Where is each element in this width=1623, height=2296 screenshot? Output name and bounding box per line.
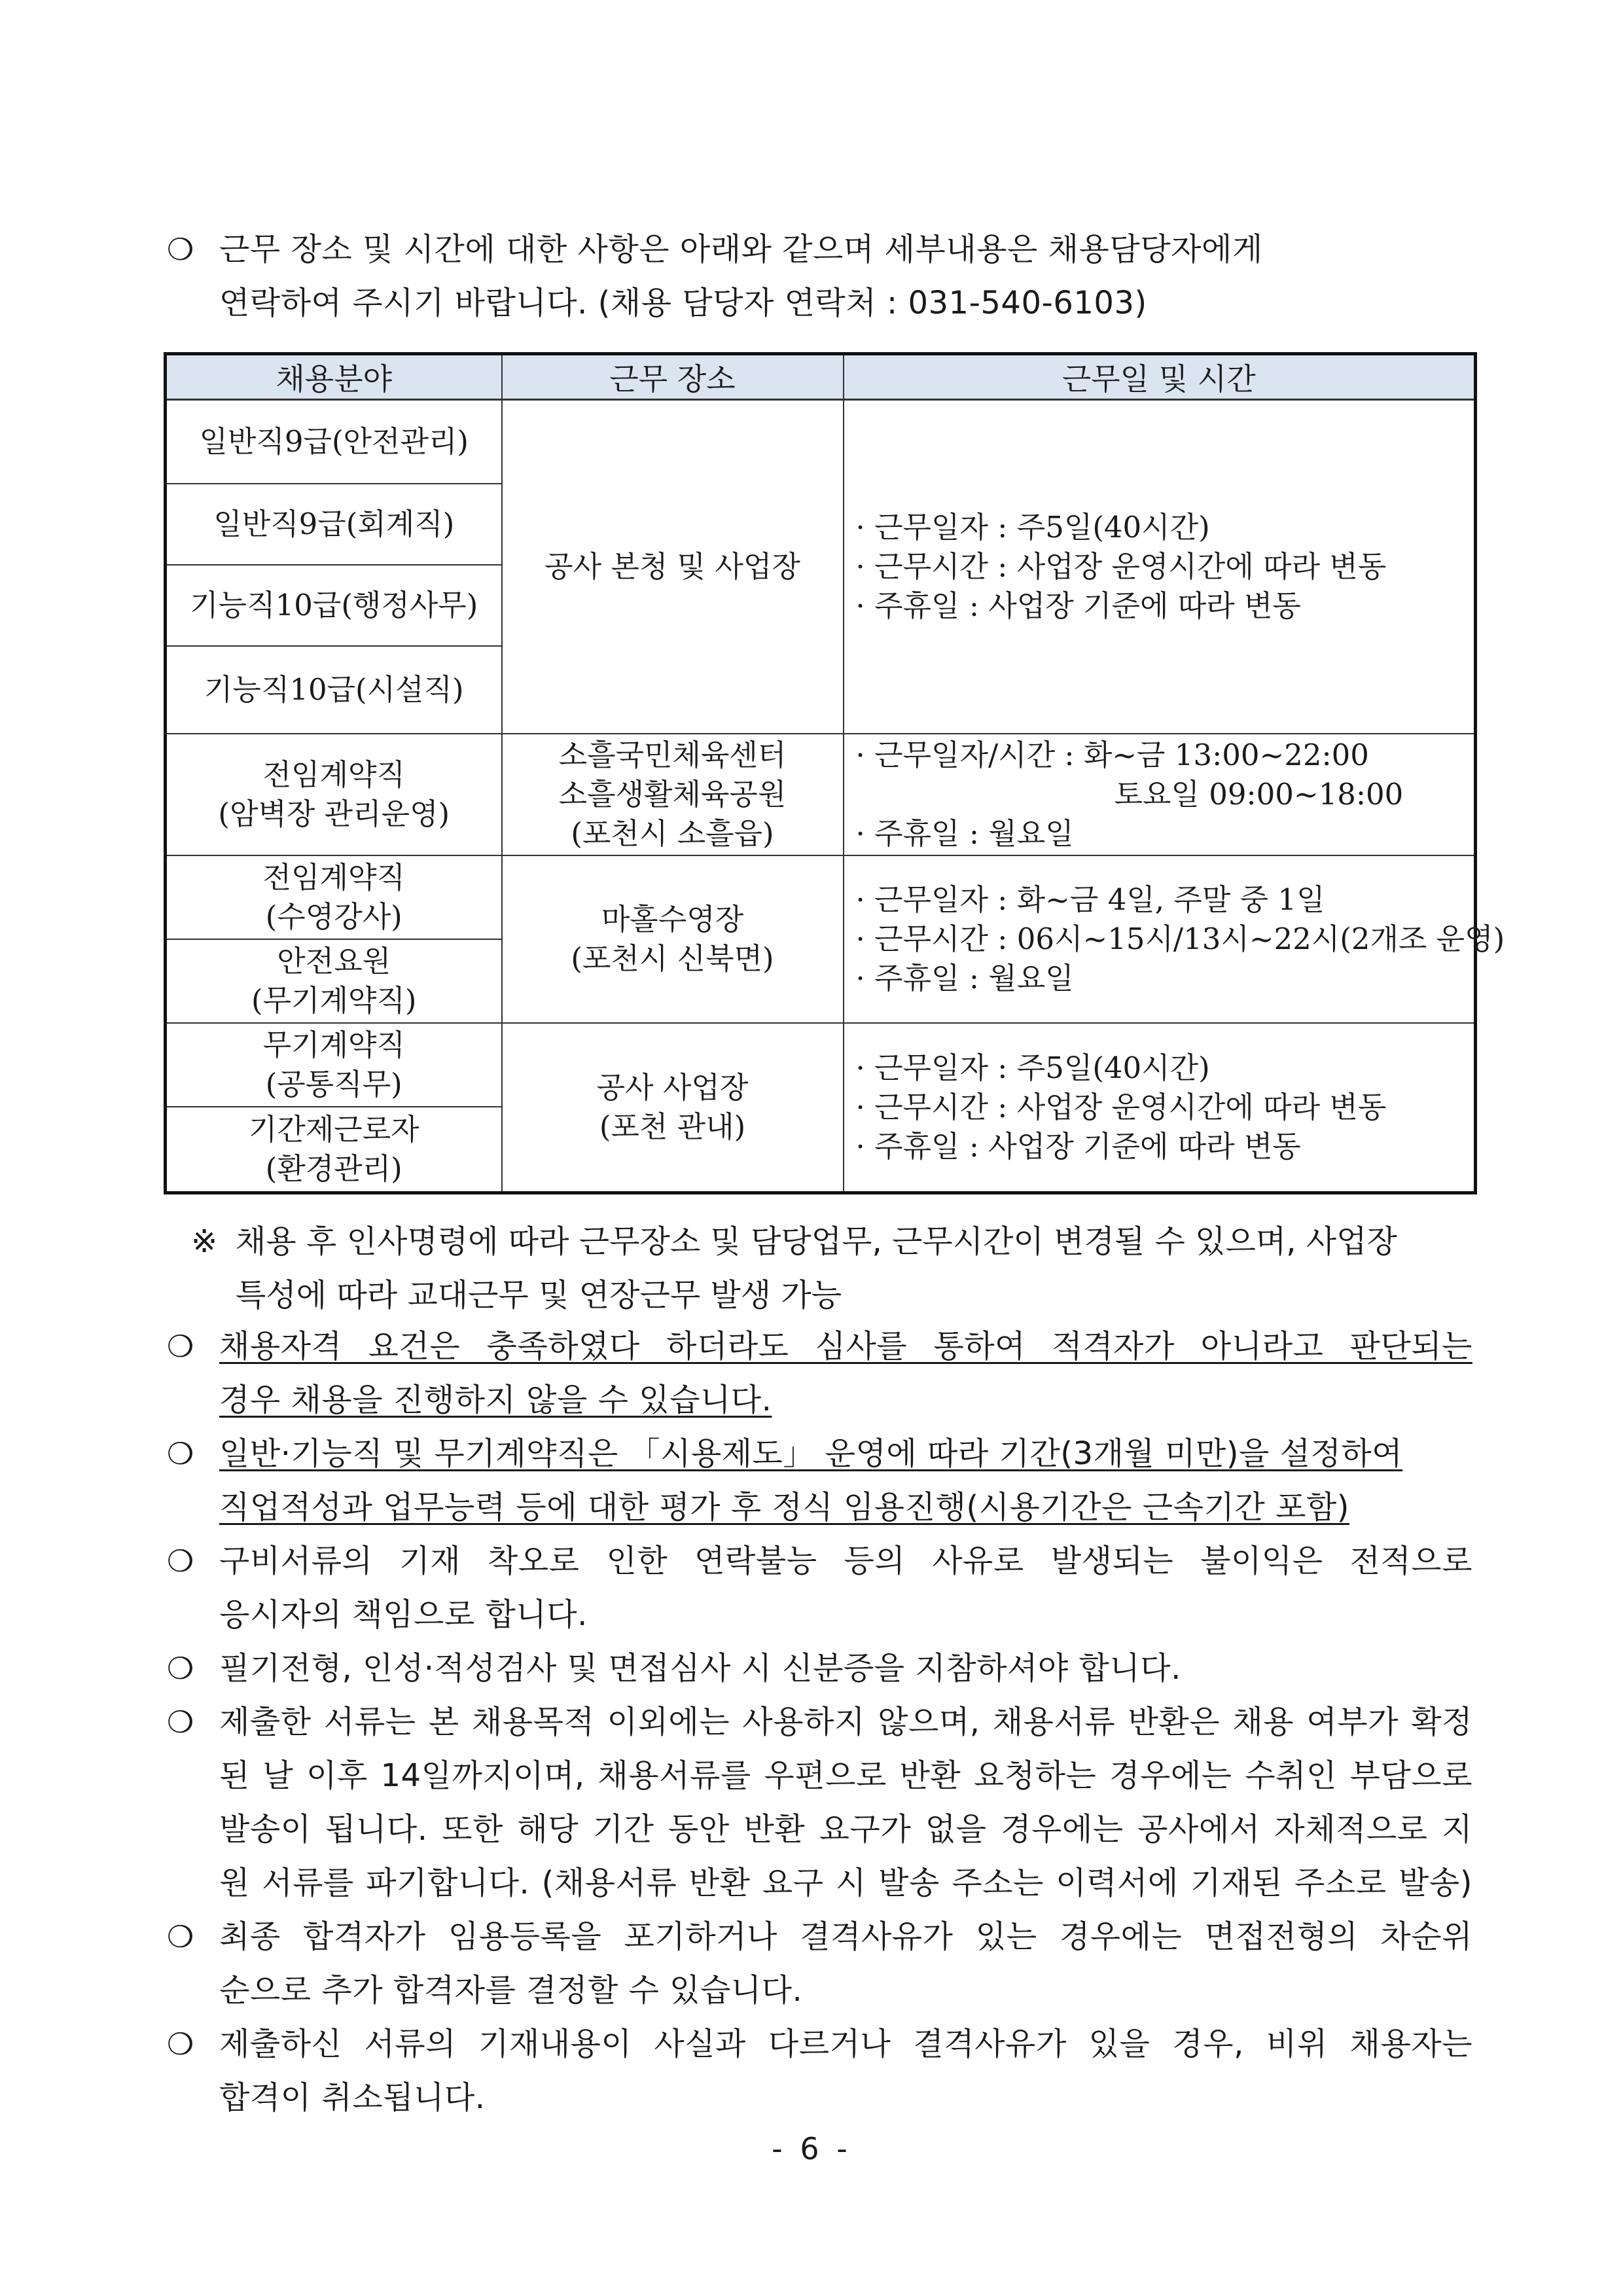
place-line: 소흘국민체육센터 xyxy=(558,738,787,772)
notice-line: 최종 합격자가 임용등록을 포기하거나 결격사유가 있는 경우에는 면접전형의 차순위 xyxy=(219,1918,1472,1955)
work-schedule-table xyxy=(164,352,1505,1194)
notice-line: 발송이 됩니다. 또한 해당 기간 동안 반환 요구가 없을 경우에는 공사에서 자체적으로 지 xyxy=(219,1811,1472,1848)
hours-cell xyxy=(844,855,1505,1023)
hours-line: · 근무시간 : 사업장 운영시간에 따라 변동 xyxy=(855,549,1387,584)
table-header-row xyxy=(166,354,1476,400)
table-row xyxy=(166,855,1476,939)
notice-line: 합격이 취소됩니다. xyxy=(219,2079,486,2116)
bullet-circle-icon: ❍ xyxy=(167,1704,194,1740)
hours-cell xyxy=(844,1023,1476,1193)
place-cell xyxy=(502,855,844,1023)
category-cell xyxy=(166,1023,502,1107)
bullet-circle-icon: ❍ xyxy=(167,1436,194,1471)
bullet-circle-icon: ❍ xyxy=(167,2026,194,2062)
category-cell xyxy=(166,734,502,855)
notice-text: 경우 채용을 진행하지 않을 수 있습니다. xyxy=(219,1382,772,1418)
hours-line: · 근무일자/시간 : 화~금 13:00~22:00 xyxy=(855,738,1369,772)
place-line: (포천시 소흘읍) xyxy=(571,816,774,851)
header-hours: 근무일 및 시간 xyxy=(844,354,1476,400)
notice-line: 제출하신 서류의 기재내용이 사실과 다르거나 결격사유가 있을 경우, 비위 채용자는 xyxy=(219,2026,1472,2062)
place-line: (포천시 신북면) xyxy=(571,941,774,976)
intro-line: 근무 장소 및 시간에 대한 사항은 아래와 같으며 세부내용은 채용담당자에게 xyxy=(219,231,1263,268)
notice-item xyxy=(167,1534,1472,1641)
place-cell xyxy=(502,1023,844,1193)
intro-line: 연락하여 주시기 바랍니다. (채용 담당자 연락처 : 031-540-6103) xyxy=(219,285,1147,321)
place-line: 소흘생활체육공원 xyxy=(558,777,787,812)
notice-item xyxy=(167,1319,1472,1427)
notice-item xyxy=(167,2017,1472,2125)
hours-line: · 주휴일 : 월요일 xyxy=(855,961,1074,996)
category-cell xyxy=(166,1107,502,1193)
category-cell xyxy=(166,855,502,939)
category-line: 전임계약직 xyxy=(262,860,405,895)
header-category: 채용분야 xyxy=(166,354,502,400)
notice-line: 된 날 이후 14일까지이며, 채용서류를 우편으로 반환 요청하는 경우에는 수취인 부담으로 xyxy=(219,1757,1472,1794)
category-cell xyxy=(166,939,502,1023)
notice-line: 제출한 서류는 본 채용목적 이외에는 사용하지 않으며, 채용서류 반환은 채용 여부가 확정 xyxy=(219,1704,1472,1740)
category-cell: 일반직9급(회계직) xyxy=(166,484,502,565)
hours-line: · 근무일자 : 화~금 4일, 주말 중 1일 xyxy=(855,882,1325,917)
table-note xyxy=(191,1215,1472,1322)
hours-line: 토요일 09:00~18:00 xyxy=(1114,777,1404,812)
category-line: 기간제근로자 xyxy=(248,1112,419,1147)
bullet-circle-icon: ❍ xyxy=(167,1329,194,1364)
place-cell: 공사 본청 및 사업장 xyxy=(502,400,844,734)
category-line: (공통직무) xyxy=(265,1067,402,1102)
header-place: 근무 장소 xyxy=(502,354,844,400)
place-line: 마홀수영장 xyxy=(601,902,744,937)
hours-line: · 주휴일 : 월요일 xyxy=(855,816,1074,851)
notice-line xyxy=(167,1480,1472,1534)
category-line: (암벽장 관리운영) xyxy=(218,797,450,831)
table-row xyxy=(166,400,1476,484)
place-cell xyxy=(502,734,844,855)
hours-line: · 근무시간 : 사업장 운영시간에 따라 변동 xyxy=(855,1090,1387,1124)
hours-cell xyxy=(844,400,1476,734)
hours-line: · 주휴일 : 사업장 기준에 따라 변동 xyxy=(855,1129,1301,1164)
reference-mark-icon: ※ xyxy=(191,1223,218,1260)
bullet-circle-icon: ❍ xyxy=(167,1543,194,1579)
table-row xyxy=(166,1023,1476,1107)
intro-paragraph xyxy=(167,223,1472,330)
place-line: (포천 관내) xyxy=(599,1109,746,1144)
category-cell: 일반직9급(안전관리) xyxy=(166,400,502,484)
note-line: 채용 후 인사명령에 따라 근무장소 및 담당업무, 근무시간이 변경될 수 있으며, 사업장 xyxy=(236,1223,1397,1260)
category-cell: 기능직10급(시설직) xyxy=(166,646,502,734)
bullet-circle-icon: ❍ xyxy=(167,1919,194,1954)
notice-text: 채용자격 요건은 충족하였다 하더라도 심사를 통하여 적격자가 아니라고 판단되는 xyxy=(219,1328,1472,1365)
hours-cell xyxy=(844,734,1476,855)
notice-line xyxy=(167,1373,1472,1427)
notice-line: 원 서류를 파기합니다. (채용서류 반환 요구 시 발송 주소는 이력서에 기재된 주소로 발송) xyxy=(219,1865,1472,1901)
notice-item xyxy=(167,1910,1472,2017)
notice-line: 구비서류의 기재 착오로 인한 연락불능 등의 사유로 발생되는 불이익은 전적으로 xyxy=(219,1543,1472,1579)
notice-line xyxy=(167,1319,1472,1373)
category-line: (수영강사) xyxy=(265,899,402,934)
table-row xyxy=(166,734,1476,855)
notice-line: 응시자의 책임으로 합니다. xyxy=(219,1596,588,1633)
note-line: 특성에 따라 교대근무 및 연장근무 발생 가능 xyxy=(236,1277,842,1314)
hours-line: · 주휴일 : 사업장 기준에 따라 변동 xyxy=(855,588,1301,623)
place-line: 공사 사업장 xyxy=(596,1070,749,1105)
category-line: (무기계약직) xyxy=(251,983,417,1018)
category-line: 전임계약직 xyxy=(262,757,405,792)
notice-item xyxy=(167,1427,1472,1534)
bullet-circle-icon: ❍ xyxy=(167,232,194,267)
page-number: - 6 - xyxy=(772,2131,851,2166)
category-line: 안전요원 xyxy=(277,944,391,978)
hours-line: · 근무일자 : 주5일(40시간) xyxy=(855,1050,1210,1085)
notice-item xyxy=(167,1641,1472,1695)
category-line: (환경관리) xyxy=(265,1151,402,1186)
notice-text: 직업적성과 업무능력 등에 대한 평가 후 정식 임용진행(시용기간은 근속기간 포함) xyxy=(219,1489,1349,1526)
notice-line: 순으로 추가 합격자를 결정할 수 있습니다. xyxy=(219,1972,803,2009)
notice-line: 필기전형, 인성·적성검사 및 면접심사 시 신분증을 지참하셔야 합니다. xyxy=(219,1650,1181,1687)
hours-line: · 근무시간 : 06시~15시/13시~22시(2개조 운영) xyxy=(855,922,1505,956)
notice-line xyxy=(167,1427,1472,1480)
notice-text: 일반·기능직 및 무기계약직은 「시용제도」 운영에 따라 기간(3개월 미만)을 설정하여 xyxy=(219,1435,1403,1472)
category-cell: 기능직10급(행정사무) xyxy=(166,565,502,646)
category-line: 무기계약직 xyxy=(262,1028,405,1062)
notice-item xyxy=(167,1695,1472,1910)
bullet-circle-icon: ❍ xyxy=(167,1651,194,1686)
hours-line: · 근무일자 : 주5일(40시간) xyxy=(855,510,1210,545)
